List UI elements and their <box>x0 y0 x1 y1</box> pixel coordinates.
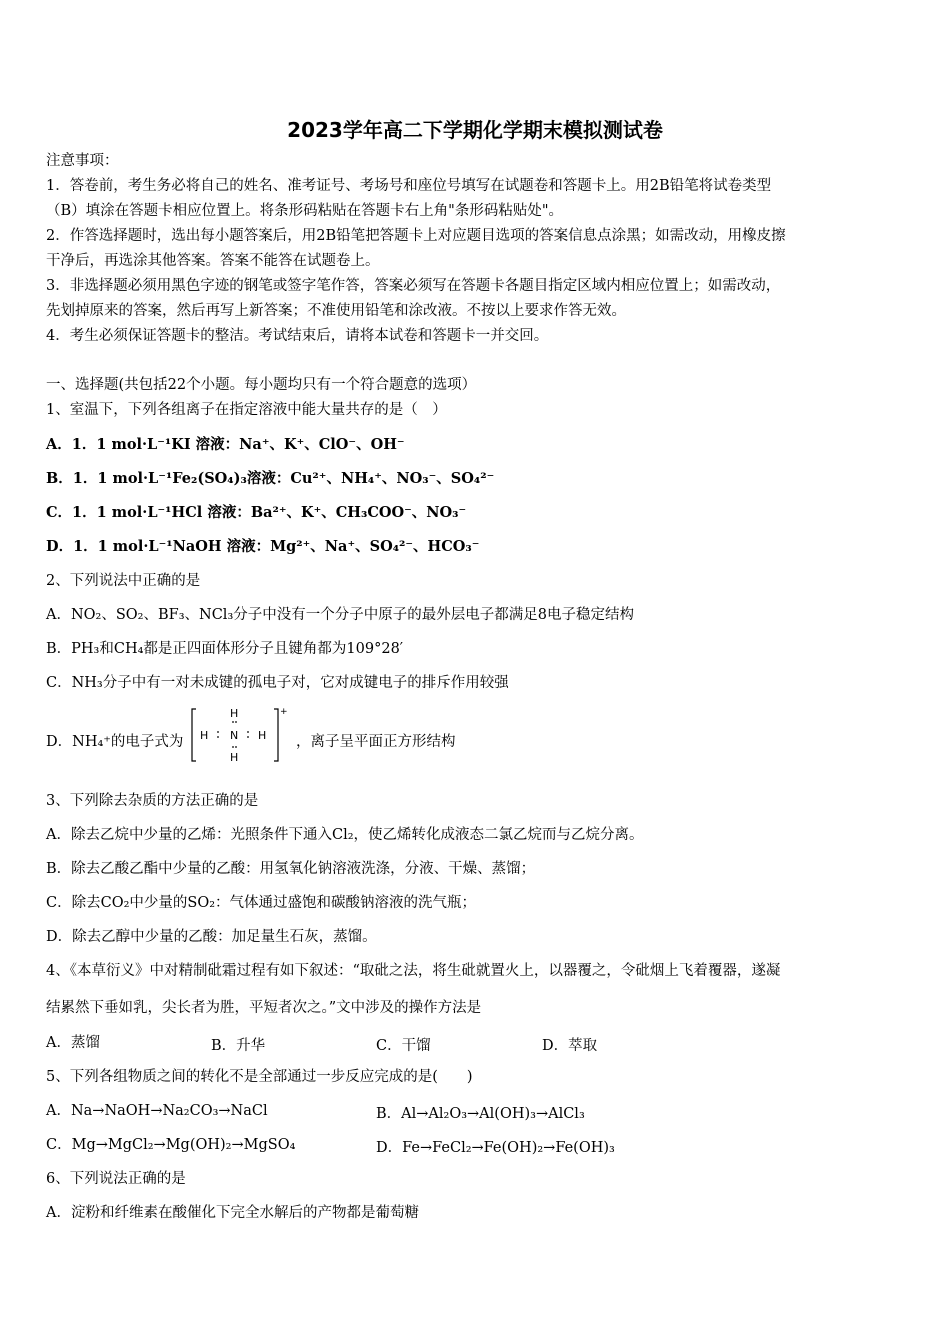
formula-h-right: H <box>258 729 267 742</box>
question-1-option-d: D．1．1 mol·L⁻¹NaOH 溶液：Mg²⁺、Na⁺、SO₄²⁻、HCO₃⁻ <box>46 538 480 555</box>
notice-line: 2．作答选择题时，选出每小题答案后，用2B铅笔把答题卡上对应题目选项的答案信息点涂黑；如需改动，用橡皮擦 <box>46 228 786 244</box>
question-3-option-b: B．除去乙酸乙酯中少量的乙酸：用氢氧化钠溶液洗涤，分液、干燥、蒸馏； <box>46 861 536 877</box>
question-5-option-c: C．Mg→MgCl₂→Mg(OH)₂→MgSO₄ <box>46 1137 296 1153</box>
question-1-option-b: B．1．1 mol·L⁻¹Fe₂(SO₄)₃溶液：Cu²⁺、NH₄⁺、NO₃⁻、SO₄²⁻ <box>46 470 495 487</box>
question-5-option-b: B．Al→Al₂O₃→Al(OH)₃→AlCl₃ <box>376 1106 585 1122</box>
question-2-option-b: B．PH₃和CH₄都是正四面体形分子且键角都为109°28′ <box>46 641 404 657</box>
notice-line: （B）填涂在答题卡相应位置上。将条形码粘贴在答题卡右上角"条形码粘贴处"。 <box>46 203 563 219</box>
formula-h-top: H <box>230 707 239 720</box>
question-6-stem: 6、下列说法正确的是 <box>46 1171 186 1187</box>
formula-h-left: H <box>200 729 209 742</box>
question-4-stem-line-2: 结累然下垂如乳，尖长者为胜，平短者次之。”文中涉及的操作方法是 <box>46 1000 482 1016</box>
question-5-stem: 5、下列各组物质之间的转化不是全部通过一步反应完成的是( ) <box>46 1069 473 1085</box>
question-3-option-d: D．除去乙醇中少量的乙酸：加足量生石灰，蒸馏。 <box>46 929 377 945</box>
page-title: 2023学年高二下学期化学期末模拟测试卷 <box>287 118 663 142</box>
formula-charge: + <box>280 707 288 717</box>
question-2-option-d-prefix: D．NH₄⁺的电子式为 <box>46 734 184 750</box>
question-4-option-a: A．蒸馏 <box>46 1035 100 1051</box>
question-6-option-a: A．淀粉和纤维素在酸催化下完全水解后的产物都是葡萄糖 <box>46 1205 419 1221</box>
notice-line: 先划掉原来的答案，然后再写上新答案；不准使用铅笔和涂改液。不按以上要求作答无效。 <box>46 303 626 319</box>
notice-line: 1．答卷前，考生务必将自己的姓名、准考证号、考场号和座位号填写在试题卷和答题卡上。用2B铅笔将试卷类型 <box>46 178 772 194</box>
notice-line: 干净后，再选涂其他答案。答案不能答在试题卷上。 <box>46 253 380 269</box>
question-4-option-d: D．萃取 <box>542 1038 598 1054</box>
question-4-option-b: B．升华 <box>211 1038 266 1054</box>
question-2-option-d-suffix: ，离子呈平面正方形结构 <box>296 734 456 750</box>
question-2-stem: 2、下列说法中正确的是 <box>46 573 201 589</box>
ammonium-electron-formula <box>190 706 288 764</box>
notice-heading: 注意事项： <box>46 153 119 169</box>
question-1-option-a: A．1．1 mol·L⁻¹KI 溶液：Na⁺、K⁺、ClO⁻、OH⁻ <box>46 436 405 453</box>
question-3-stem: 3、下列除去杂质的方法正确的是 <box>46 793 259 809</box>
question-5-option-d: D．Fe→FeCl₂→Fe(OH)₂→Fe(OH)₃ <box>376 1140 615 1156</box>
question-4-stem-line-1: 4、《本草衍义》中对精制砒霜过程有如下叙述：“取砒之法，将生砒就置火上，以器覆之，令砒烟上飞着覆器，遂凝 <box>46 963 781 979</box>
formula-h-bottom: H <box>230 751 239 764</box>
question-1-stem: 1、室温下，下列各组离子在指定溶液中能大量共存的是（ ） <box>46 402 447 418</box>
formula-n-center: N <box>230 729 239 742</box>
question-3-option-c: C．除去CO₂中少量的SO₂：气体通过盛饱和碳酸钠溶液的洗气瓶； <box>46 895 477 911</box>
question-4-option-c: C．干馏 <box>376 1038 431 1054</box>
question-2-option-a: A．NO₂、SO₂、BF₃、NCl₃分子中没有一个分子中原子的最外层电子都满足8电子稳定结构 <box>46 607 634 623</box>
question-5-option-a: A．Na→NaOH→Na₂CO₃→NaCl <box>46 1103 268 1119</box>
question-2-option-c: C．NH₃分子中有一对未成键的孤电子对，它对成键电子的排斥作用较强 <box>46 675 509 691</box>
question-3-option-a: A．除去乙烷中少量的乙烯：光照条件下通入Cl₂，使乙烯转化成液态二氯乙烷而与乙烷分离。 <box>46 827 644 843</box>
section-heading: 一、选择题(共包括22个小题。每小题均只有一个符合题意的选项） <box>46 377 477 393</box>
question-1-option-c: C．1．1 mol·L⁻¹HCl 溶液：Ba²⁺、K⁺、CH₃COO⁻、NO₃⁻ <box>46 504 467 521</box>
notice-line: 3．非选择题必须用黑色字迹的钢笔或签字笔作答，答案必须写在答题卡各题目指定区域内相应位置上；如需改动， <box>46 278 781 294</box>
notice-line: 4．考生必须保证答题卡的整洁。考试结束后，请将本试卷和答题卡一并交回。 <box>46 328 549 344</box>
